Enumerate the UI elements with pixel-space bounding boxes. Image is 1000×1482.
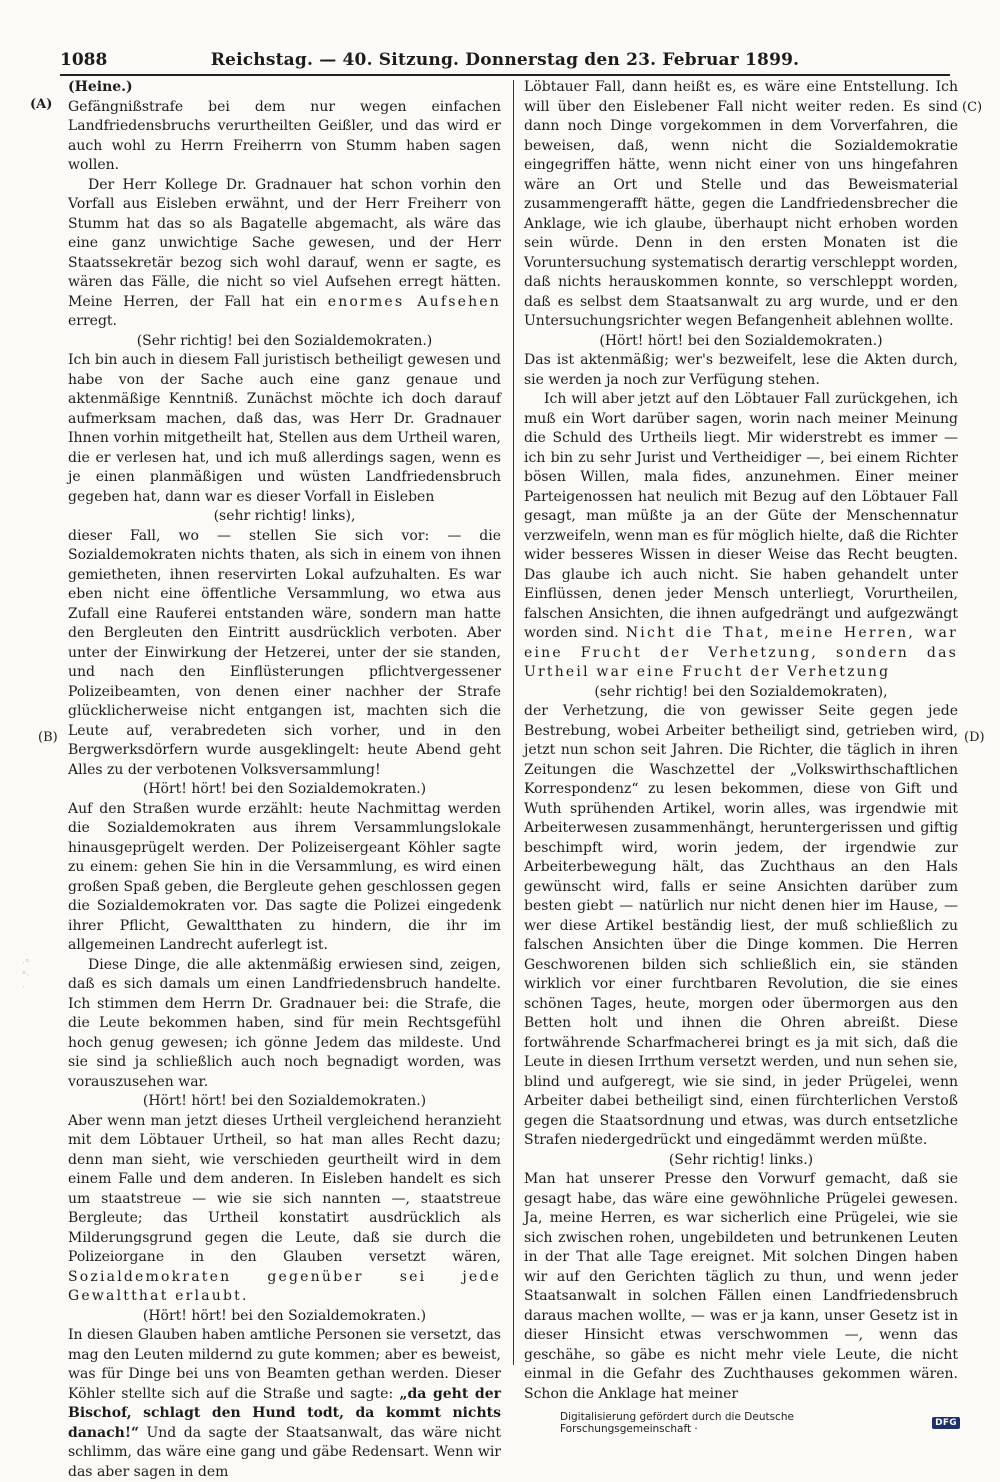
margin-mark-d: (D) [964,730,985,745]
paragraph: Löbtauer Fall, dann heißt es, es wäre eine Entstellung. Ich will über den Eislebener Fall nicht weiter reden. Es sind dann noch Dinge vorgekommen in dem Vorverfahren, die beweisen, daß, wenn nicht die Sozialdemokratie eingegriffen hätte, wenn nicht einer von uns hingefahren wäre an Ort und Stelle und das Beweismaterial zusammengerafft hätte, gegen die Landfriedensbrecher die Anklage, wie ich glaube, überhaupt nicht erhoben worden sein würde. Denn in den ersten Monaten ist die Voruntersuchung systematisch derartig verschleppt worden, daß nichts herauskommen konnte, so verschleppt worden, daß es selbst dem Staatsanwalt zu arg wurde, und er den Untersuchungsrichter wegen Befangenheit ablehnen wollte. [524,79,958,329]
emphasis: Nicht die That, meine Herren, war eine Frucht der Verhetzung, sondern das Urtheil war eine Frucht der Verhetzung [524,625,958,680]
column-separator [513,80,514,1365]
running-header [60,50,950,72]
interjection: (sehr richtig! links), [213,508,356,524]
interjection: (Sehr richtig! links.) [668,1151,814,1168]
paragraph: Der Herr Kollege Dr. Gradnauer hat schon vorhin den Vorfall aus Eisleben erwähnt, und der Herr Freiherr von Stumm hat das so als Bagatelle abgemacht, als wäre das eine ganz unwichtige Sache gewesen, und der Herr Staatssekretär bezog sich wohl darauf, wenn er sagte, es wären das Fälle, die nicht so viel Aufsehen erregt hätten. Meine Herren, der Fall hat ein enormes Aufsehen erregt. [68,176,501,329]
left-column [68,78,501,1482]
paragraph: Das ist aktenmäßig; wer's bezweifelt, lese die Akten durch, sie werden ja noch zur Verfügung stehen. [524,352,958,388]
emphasis: enormes Aufsehen [327,293,501,310]
margin-mark-b: (B) [38,730,58,745]
interjection: (Hört! hört! bei den Sozialdemokraten.) [599,332,883,349]
emphasis: Sozialdemokraten gegenüber sei jede Gewaltthat erlaubt. [68,1268,501,1304]
paragraph: Man hat unserer Presse den Vorwurf gemacht, daß sie gesagt habe, das wäre eine gewöhnliche Prügelei gewesen. Ja, meine Herren, es war sicherlich eine Prügelei, wie sie sich zwischen rohen, ungebildeten und betrunkenen Leuten in der That alle Tage ereignet. Mit solchen Dingen haben wir auf den Gerichten täglich zu thun, und wenn jeder Staatsanwalt in solchen Fällen einen Landfriedensbruch daraus machen wollte, — was er ja kann, unser Gesetz ist in dieser Hinsicht etwas verschwommen —, wenn das geschähe, so gäbe es nicht mehr viele Leute, die nicht einmal in die Gefahr des Zuchthauses gekommen wären. Schon die Anklage hat meiner [524,1171,958,1402]
dfg-logo-icon: DFG [932,1417,960,1429]
paragraph: der Verhetzung, die von gewisser Seite gegen jede Bestrebung, wobei Arbeiter betheiligt sind, getrieben wird, jetzt nun schon seit Jahren. Die Richter, die täglich in ihren Zeitungen die Waschzettel der „Volkswirthschaftlichen Korrespondenz“ zu lesen bekommen, diese von Gift und Wuth sprühenden Artikel, worin alles, was irgendwie mit Arbeiterwesen zusammenhängt, heruntergerissen und giftig beschimpft wird, worin jedem, der irgendwie zur Arbeiterbewegung hält, das Zuchthaus an den Hals gewünscht wird, falls er seine Ansichten darüber zum besten giebt — natürlich nur nicht denen hier im Hause, — wer diese Artikel beständig liest, der muß schließlich zu falschen Ansichten über die Dinge kommen. Die Herren Geschworenen bilden sich schließlich ein, sie ständen wirklich vor einer furchtbaren Revolution, die sie eines schönen Tages, heute, morgen oder übermorgen aus den Betten holt und ihnen die Ohren abreißt. Diese fortwährende Scharfmacherei bringt es ja mit sich, daß die Leute in diesen Irrthum versetzt werden, und nun sehen sie, blind und aufgeregt, wie sie sind, in jeder Prügelei, wenn Arbeiter dabei betheiligt sind, einen fürchterlichen Verstoß gegen die Staatsordnung und etwas, was durch entsetzliche Strafen niedergedrückt und eingedämmt werden müßte. [524,703,958,1148]
paragraph: dieser Fall, wo — stellen Sie sich vor: — die Sozialdemokraten nichts thaten, als sich in einem von ihnen gemietheten, ihnen reservirten Lokal aufzuhalten. Es war eben nicht eine öffentliche Versammlung, wo etwa aus Zufall eine Rauferei entstanden wäre, sondern man hatte den Bergleuten den Eintritt ausdrücklich verboten. Aber unter der Einwirkung der Hetzerei, unter der sie standen, und nach den Einflüsterungen pflichtvergessener Polizeibeamten, von denen einer nachher der Strafe glücklicherweise nicht entgangen ist, machten sich die Leute auf, verabredeten sich vorher, und in den Bergwerksdörfern wurde ausgeklingelt: heute Abend geht Alles zu der verbotenen Volksversammlung! [68,527,501,778]
speaker-label: (Heine.) [68,79,133,95]
interjection: (Sehr richtig! bei den Sozialdemokraten.) [136,332,433,349]
page-smudge: ·° °· · [22,959,30,993]
running-head-title: Reichstag. — 40. Sitzung. Donnerstag den 23. Februar 1899. [210,50,800,70]
footer-text: Digitalisierung gefördert durch die Deutsche Forschungsgemeinschaft · [560,1411,794,1435]
interjection: (sehr richtig! bei den Sozialdemokraten), [594,683,888,700]
digitization-footer [560,1411,960,1435]
paragraph: In diesen Glauben haben amtliche Personen sie versetzt, das mag den Leuten mildernd zu gute kommen; aber es beweist, was für Dinge bei uns von Beamten gethan werden. Dieser Köhler stellte sich auf die Straße und sagte: „da geht der Bischof, schlagt den Hund todt, da kommt nichts danach!“ Und da sagte der Staatsanwalt, das wäre nicht schlimm, das wäre eine gang und gäbe Redensart. Wenn wir das aber sagen in dem [68,1327,501,1480]
paragraph: Auf den Straßen wurde erzählt: heute Nachmittag werden die Sozialdemokraten aus ihrem Versammlungslokale hinausgeprügelt werden. Der Polizeisergeant Köhler sagte zu einem: gehen Sie hin in die Versammlung, es wird einen großen Spaß geben, die Bergleute gehen geschlossen gegen die Sozialdemokraten vor. Das sagte die Polizei eingedenk ihrer Pflicht, Gewaltthaten zu hindern, die ihr im allgemeinen Landrecht auferlegt ist. [68,800,501,953]
right-column [524,78,958,1404]
margin-mark-c: (C) [962,100,983,115]
interjection: (Hört! hört! bei den Sozialdemokraten.) [142,1307,427,1324]
paragraph: Diese Dinge, die alle aktenmäßig erwiesen sind, zeigen, daß es sich damals um einen Landfriedensbruch handelte. Ich stimmen dem Herrn Dr. Gradnauer bei: die Strafe, die die Leute bekommen haben, sind für mein Rechtsgefühl hoch genug gewesen; ich gönne Jedem das mildeste. Und sie sind ja schließlich auch noch begnadigt worden, was vorauszusehen war. [68,956,501,1090]
paragraph: Ich will aber jetzt auf den Löbtauer Fall zurückgehen, ich muß ein Wort darüber sagen, worin nach meiner Meinung die Schuld des Urtheils liegt. Mir widerstrebt es immer — ich bin zu sehr Jurist und Vertheidiger —, bei einem Richter bösen Willen, mala fides, anzunehmen. Einer meiner Parteigenossen hat neulich mit Bezug auf den Löbtauer Fall gesagt, man müßte ja an der Güte der Menschennatur verzweifeln, wenn man es für möglich hielte, daß die Richter wider besseres Wissen in dieser Weise das Recht beugten. Das glaube ich auch nicht. Sie haben gehandelt unter Einflüssen, denen jeder Mensch unterliegt, Vorurtheilen, falschen Ansichten, die ihnen aufgedrängt und aufgezwängt worden sind. Nicht die That, meine Herren, war eine Frucht der Verhetzung, sondern das Urtheil war eine Frucht der Verhetzung [524,391,958,680]
paragraph: Aber wenn man jetzt dieses Urtheil vergleichend heranzieht mit dem Löbtauer Urtheil, so hat man alles Recht dazu; denn man sieht, wie verschieden geurtheilt wird in dem einem Falle und dem anderen. In Eisleben handelt es sich um staatstreue — wie sie sich nannten —, staatstreue Bergleute; das Urtheil konstatirt ausdrücklich als Milderungsgrund gegen die Leute, daß sie durch die Polizeiorgane in den Glauben versetzt wären, Sozialdemokraten gegenüber sei jede Gewaltthat erlaubt. [68,1112,501,1304]
margin-mark-a: (A) [30,97,53,112]
paragraph: Gefängnißstrafe bei dem nur wegen einfachen Landfriedensbruchs verurtheilten Geißler, und das wird er auch wohl zu Herrn Freiherrn von Stumm haben sagen wollen. [68,98,501,173]
page-number: 1088 [60,50,108,70]
paragraph: Ich bin auch in diesem Fall juristisch betheiligt gewesen und habe von der Sache auch eine ganz genaue und aktenmäßige Kenntniß. Zunächst möchte ich doch darauf aufmerksam machen, daß das, was Herr Dr. Gradnauer Ihnen vorhin mitgetheilt hat, Stellen aus dem Urtheil waren, die er verlesen hat, und ich muß allerdings sagen, wenn es je einen planmäßigen und wüsten Landfriedensbruch gegeben hat, dann war es dieser Vorfall in Eisleben [68,352,501,505]
interjection: (Hört! hört! bei den Sozialdemokraten.) [142,1093,427,1109]
emphasis: „da geht der Bischof, schlagt den Hund todt, da kommt nichts danach!“ [68,1385,501,1441]
header-rule [60,74,950,76]
interjection: (Hört! hört! bei den Sozialdemokraten.) [142,781,427,797]
